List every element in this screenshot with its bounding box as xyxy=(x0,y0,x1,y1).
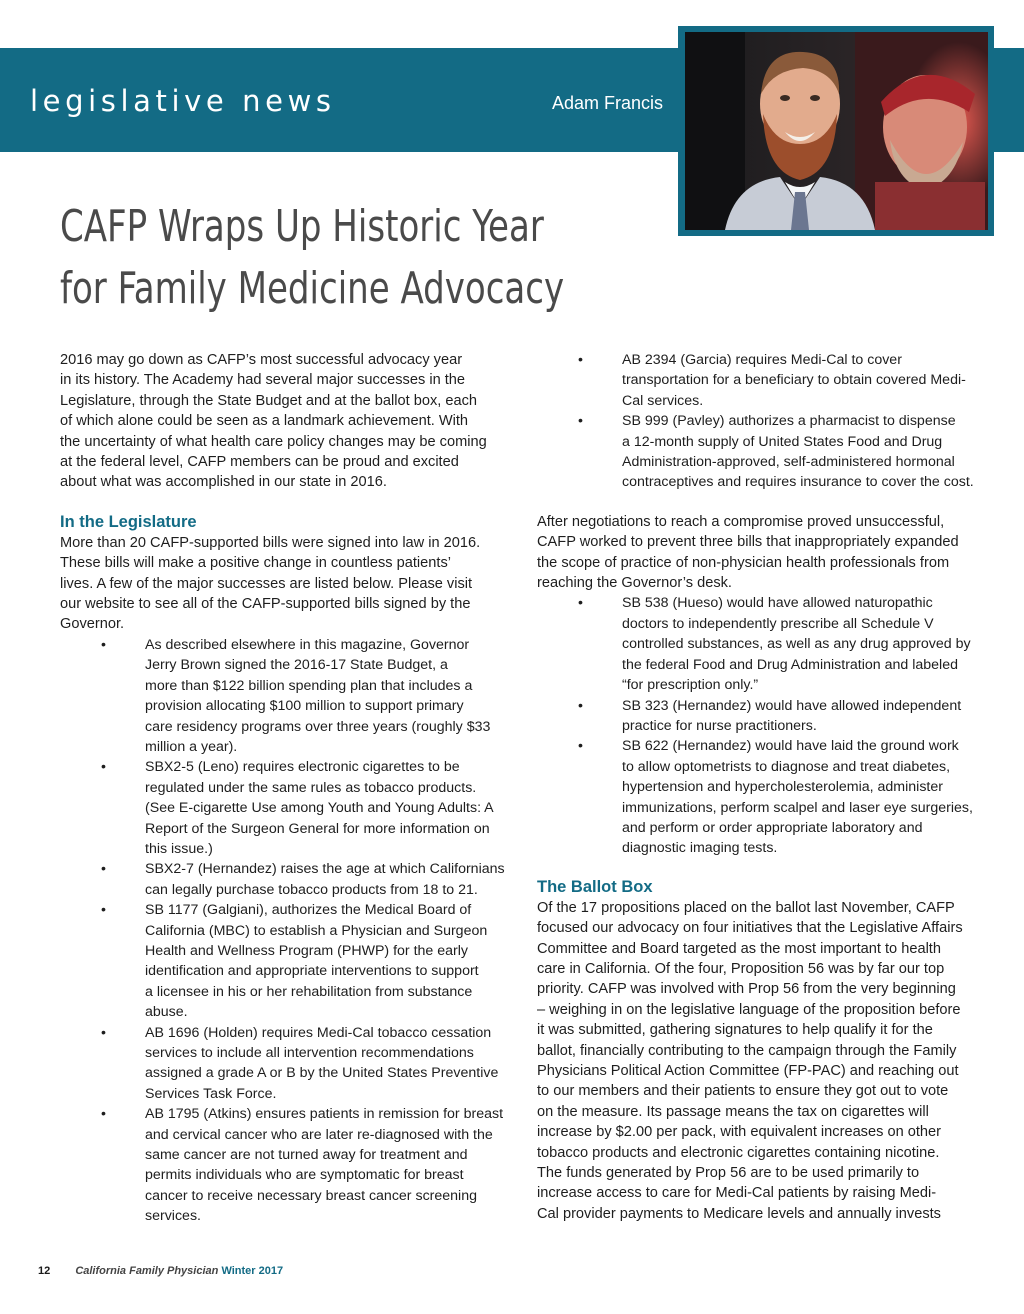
author-photo xyxy=(685,32,988,230)
ballot-paragraph: Of the 17 propositions placed on the ballot last November, CAFP focused our advocacy on four initiatives that the Legislative Affairs Committee and Board targeted as the most important to health care in California. Of the four, Proposition 56 was by far our top priority. CAFP was involved with Prop 56 from the very beginning – weighing in on the legislative language of the proposition before it was submitted, gathering signatures to help qualify it for the ballot, financially contributing to the campaign through the Family Physicians Political Action Committee (FP-PAC) and reaching out to our members and their patients to ensure they got out to vote on the measure. Its passage means the tax on cigarettes will increase by $2.00 per pack, with equivalent increases on other tobacco products and electronic cigarettes containing nicotine. The funds generated by Prop 56 are to be used primarily to increase access to care for Medi-Cal patients by raising Medi- Cal provider payments to Medicare levels and annually invests xyxy=(537,899,963,1222)
bullet-icon: • xyxy=(578,697,583,714)
headline-line-1: CAFP Wraps Up Historic Year xyxy=(60,201,544,252)
bullet-icon: • xyxy=(101,636,106,653)
left-column xyxy=(60,350,530,1227)
legislature-paragraph: More than 20 CAFP-supported bills were signed into law in 2016. These bills will make a positive change in countless patients’ lives. A few of the major successes are listed below. Please visit our website to see all of the CAFP-supported bills signed by the Governor. xyxy=(60,534,481,633)
author-name: Adam Francis xyxy=(552,93,664,113)
list-item: • AB 2394 (Garcia) requires Medi-Cal to cover transportation for a beneficiary to obtain covered Medi- Cal services. xyxy=(578,352,966,409)
section-title: legislative news xyxy=(30,84,336,118)
list-item: • SB 323 (Hernandez) would have allowed independent practice for nurse practitioners. xyxy=(578,697,962,734)
right-column xyxy=(537,350,995,1224)
bullet-icon: • xyxy=(578,352,583,368)
intro-paragraph: 2016 may go down as CAFP’s most successful advocacy year in its history. The Academy had several major successes in the Legislature, through the State Budget and at the ballot box, each of which alone could be seen as a landmark achievement. With the uncertainty of what health care policy changes may be coming at the federal level, CAFP members can be proud and excited about what was accomplished in our state in 2016. xyxy=(60,352,487,491)
negotiations-paragraph: After negotiations to reach a compromise proved unsuccessful, CAFP worked to prevent three bills that inappropriately expanded the scope of practice of non-physician health professionals from reaching the Governor’s desk. xyxy=(537,513,959,592)
list-item: • SB 999 (Pavley) authorizes a pharmacist to dispense a 12-month supply of United States Food and Drug Administration-approved, self-administered hormonal contraceptives and requires insurance to cover the cost. xyxy=(578,413,974,491)
list-item: • As described elsewhere in this magazine, Governor Jerry Brown signed the 2016-17 State Budget, a more than $122 billion spending plan that includes a provision allocating $100 million to support primary care residency programs over three years (roughly $33 million a year). xyxy=(101,636,491,755)
list-item: • SB 538 (Hueso) would have allowed naturopathic doctors to independently prescribe all Schedule V controlled substances, as well as any drug approved by the federal Food and Drug Administration and labeled “for prescription only.” xyxy=(578,595,971,694)
legislature-heading: In the Legislature xyxy=(60,512,197,531)
bullet-icon: • xyxy=(101,861,106,878)
list-item: • SBX2-5 (Leno) requires electronic cigarettes to be regulated under the same rules as tobacco products. (See E-cigarette Use among Youth and Young Adults: A Report of the Surgeon General for more information on this issue.) xyxy=(101,759,494,857)
negotiations-bullet-list xyxy=(537,593,995,858)
list-item: • SB 622 (Hernandez) would have laid the ground work to allow optometrists to diagnose and treat diabetes, hypertension and hypercholesterolemia, administer immunizations, perform scalpel and laser eye surgeries, and perform or order appropriate laboratory and diagnostic imaging tests. xyxy=(578,738,973,857)
list-item: • AB 1696 (Holden) requires Medi-Cal tobacco cessation services to include all intervention recommendations assigned a grade A or B by the United States Preventive Services Task Force. xyxy=(101,1024,499,1102)
legislature-bullet-list xyxy=(60,635,530,1227)
magazine-name: California Family Physician xyxy=(75,1265,219,1277)
bullet-icon: • xyxy=(101,902,106,919)
issue-label: Winter 2017 xyxy=(221,1265,284,1277)
bullet-icon: • xyxy=(101,1106,106,1123)
bullet-icon: • xyxy=(578,595,583,612)
bullet-icon: • xyxy=(101,1024,106,1041)
list-item: • SB 1177 (Galgiani), authorizes the Medical Board of California (MBC) to establish a Physician and Surgeon Health and Wellness Program (PHWP) for the early identification and appropriate interventions to support a licensee in his or her rehabilitation from substance abuse. xyxy=(101,902,488,1021)
list-item: • AB 1795 (Atkins) ensures patients in remission for breast and cervical cancer who are later re-diagnosed with the same cancer are not turned away for treatment and permits individuals who are symptomatic for breast cancer to receive necessary breast cancer screening services. xyxy=(101,1106,504,1225)
ballot-box-heading: The Ballot Box xyxy=(537,877,653,896)
bullet-icon: • xyxy=(101,759,106,776)
portrait-photo-icon xyxy=(685,32,988,230)
bullet-icon: • xyxy=(578,738,583,755)
page-footer xyxy=(38,1265,283,1277)
list-item: • SBX2-7 (Hernandez) raises the age at which Californians can legally purchase tobacco products from 18 to 21. xyxy=(101,861,505,898)
headline-line-2: for Family Medicine Advocacy xyxy=(60,263,565,314)
bullet-icon: • xyxy=(578,413,583,430)
article-headline xyxy=(60,196,564,320)
page-number: 12 xyxy=(38,1265,51,1277)
right-top-bullet-list xyxy=(537,350,995,493)
